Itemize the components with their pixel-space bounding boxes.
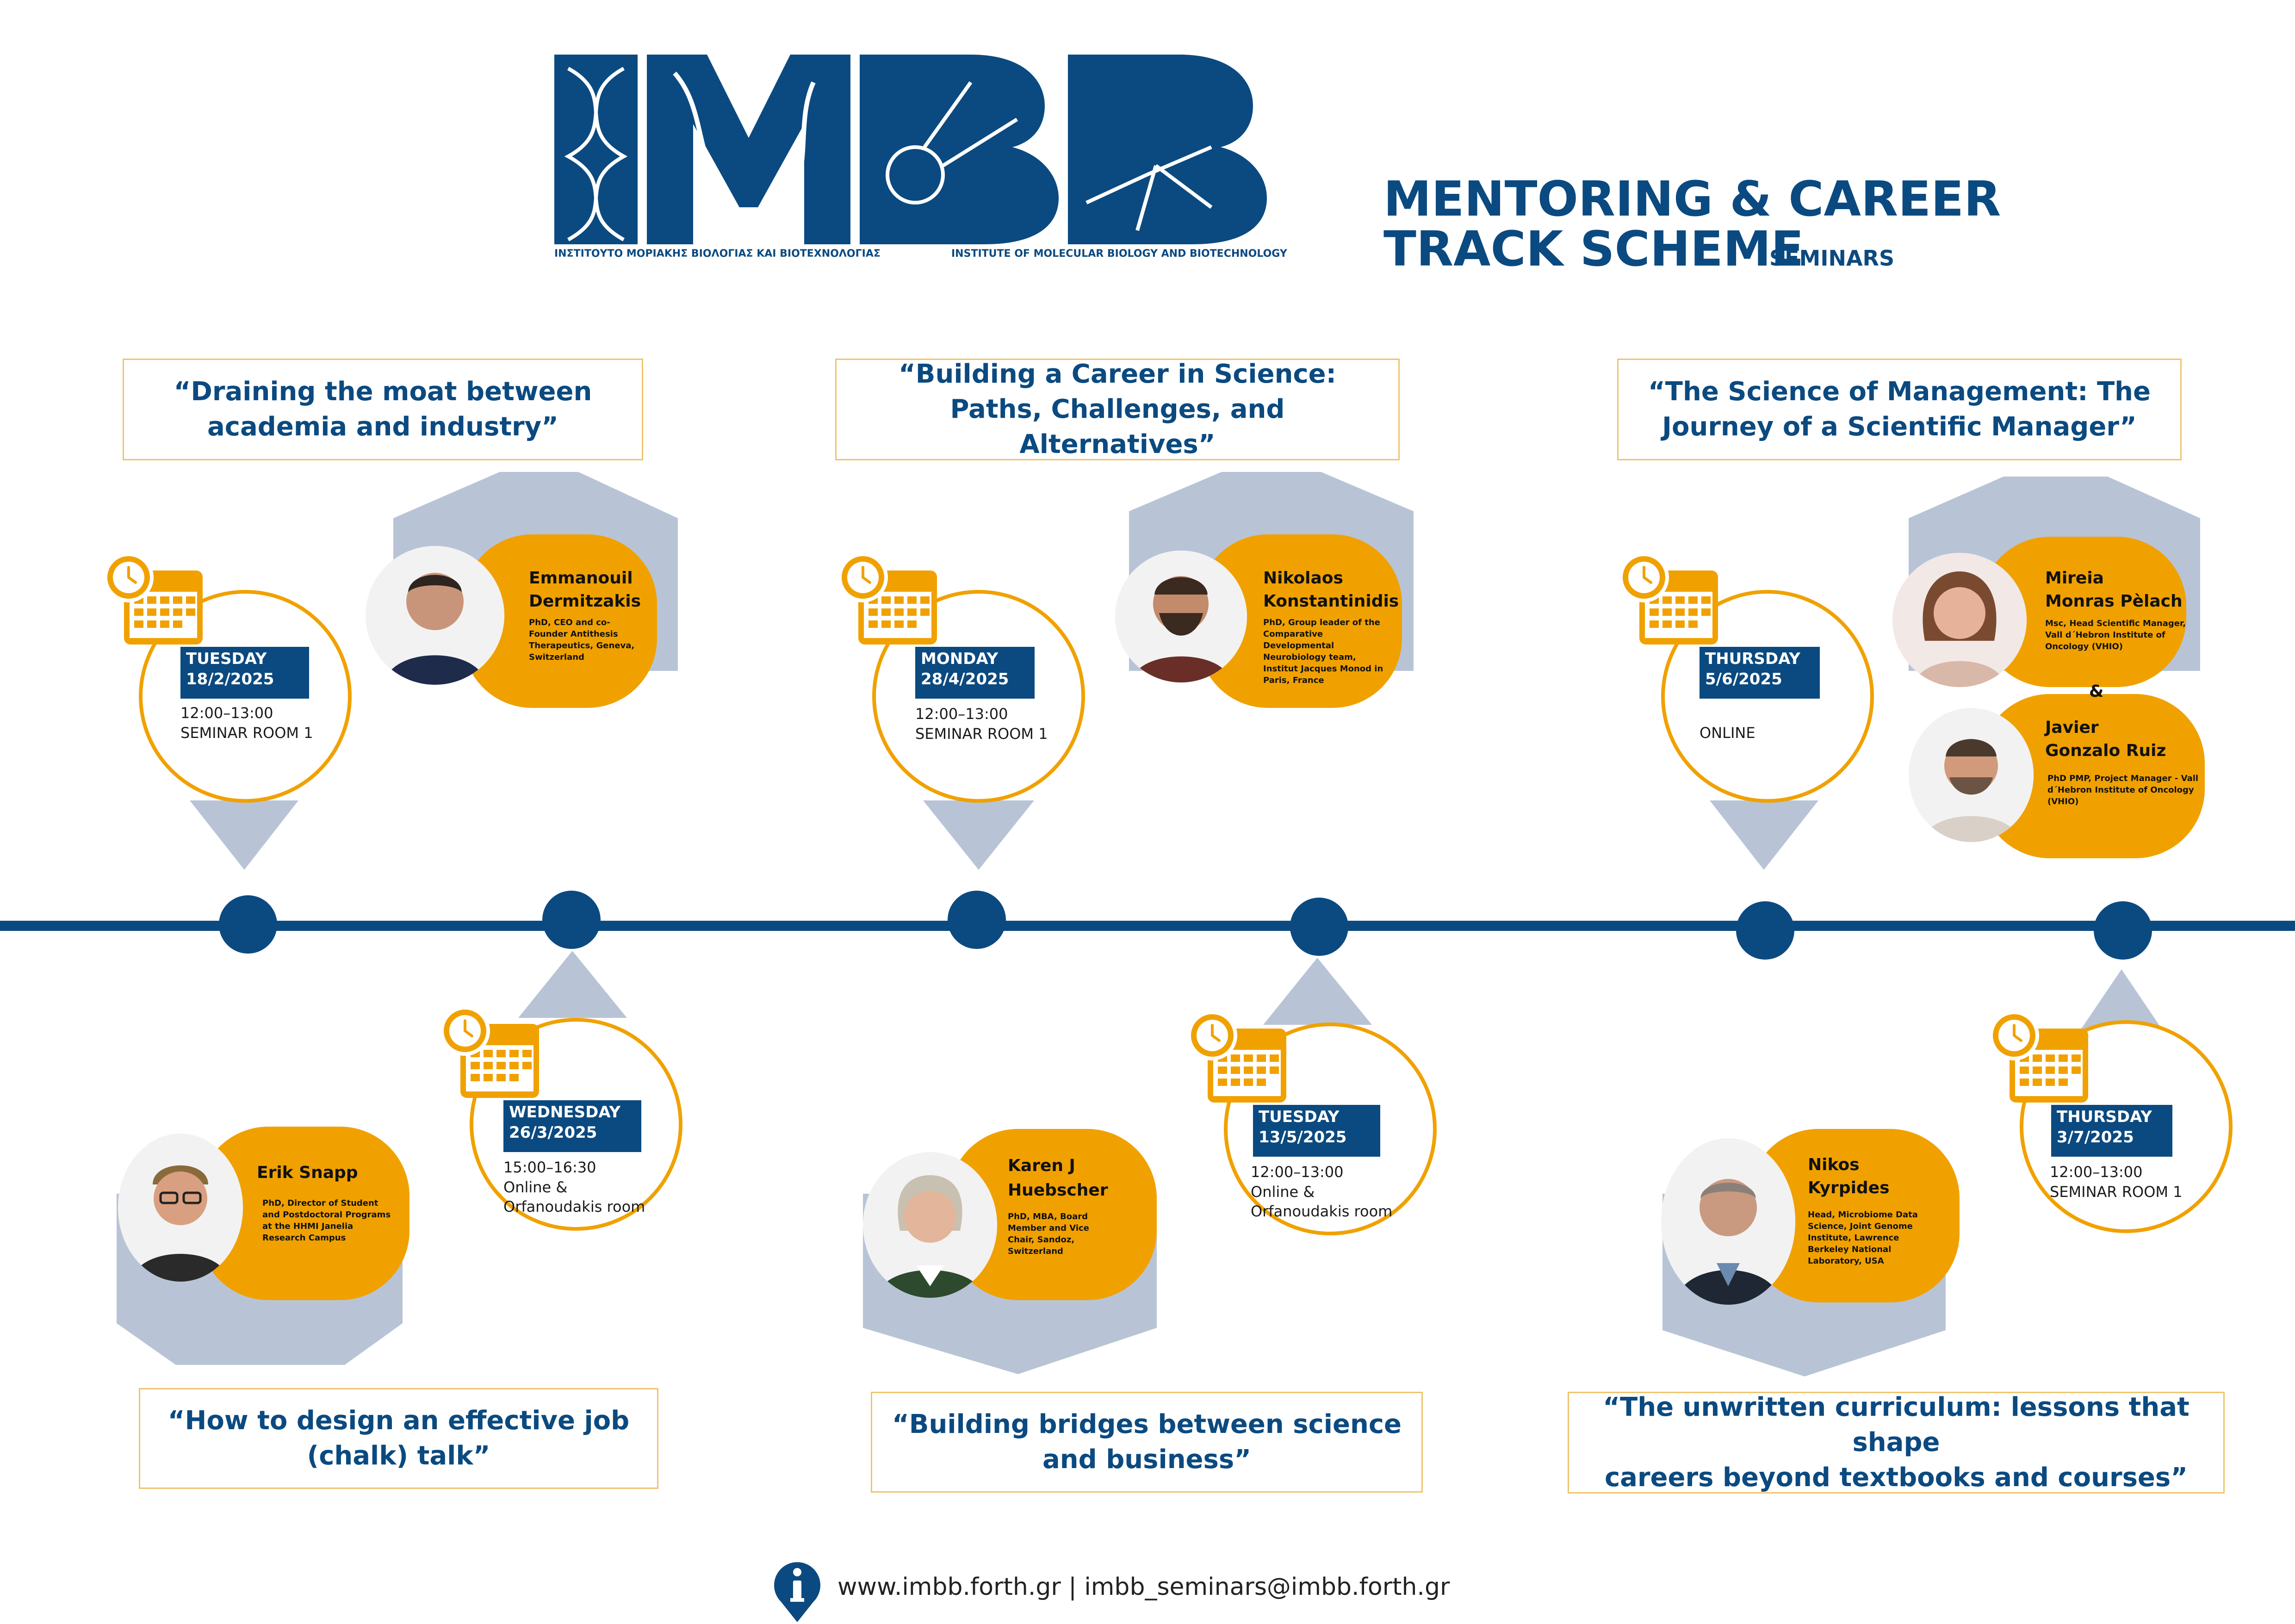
pointer-down-1 <box>190 800 298 870</box>
time-label-3: 12:00–13:00 <box>915 705 1008 723</box>
speaker-name-5b2: Gonzalo Ruiz <box>2045 741 2166 760</box>
date-tag-3 <box>915 647 1035 699</box>
speaker-role-4: PhD, MBA, Board Member and Vice Chair, Sandoz, Switzerland <box>1008 1212 1089 1256</box>
seminar-title-5: “The Science of Management: The Journey of a Scientific Manager” <box>1617 359 2182 460</box>
location-label-5: ONLINE <box>1700 724 1755 742</box>
speaker-role-5a: Msc, Head Scientific Manager, Vall d´Hebron Institute of Oncology (VHIO) <box>2045 619 2186 651</box>
speaker-role-6: Head, Microbiome Data Science, Joint Genome Institute, Lawrence Berkeley National Laboratory, USA <box>1808 1210 1918 1266</box>
speaker-joiner-5: & <box>2089 682 2104 701</box>
time-label-2: 15:00–16:30 <box>503 1159 596 1176</box>
pointer-down-5 <box>1710 800 1818 870</box>
speaker-role-2: PhD, Director of Student and Postdoctoral Programs at the HHMI Janelia Research Campus <box>262 1198 391 1243</box>
date-label-5: 5/6/2025 <box>1705 670 1782 688</box>
location-label-3: SEMINAR ROOM 1 <box>915 725 1048 743</box>
date-tag-1 <box>180 647 309 699</box>
speaker-name-4a: Karen J <box>1008 1156 1075 1175</box>
location-label-1: SEMINAR ROOM 1 <box>180 724 313 742</box>
speaker-photo-5b <box>1909 708 2034 842</box>
speaker-photo-4 <box>863 1152 997 1298</box>
seminar-title-1: “Draining the moat between academia and industry” <box>123 359 643 460</box>
speaker-photo-3 <box>1115 551 1247 682</box>
calendar-icon <box>1616 552 1723 651</box>
header-title-line2: TRACK SCHEME <box>1383 221 1804 277</box>
speaker-name-5b1: Javier <box>2045 718 2099 737</box>
timeline-node-3 <box>948 891 1006 949</box>
timeline-node-5 <box>1736 901 1794 960</box>
header-title-line1: MENTORING & CAREER <box>1383 171 2001 227</box>
day-label-6: THURSDAY <box>2057 1108 2152 1126</box>
speaker-name-5a2: Monras Pèlach <box>2045 592 2183 611</box>
day-label-5: THURSDAY <box>1705 650 1800 668</box>
date-tag-6 <box>2051 1105 2172 1157</box>
timeline-node-4 <box>1290 898 1348 956</box>
speaker-name-2: Erik Snapp <box>257 1163 358 1182</box>
speaker-name-6a: Nikos <box>1808 1155 1860 1174</box>
time-label-1: 12:00–13:00 <box>180 704 273 722</box>
date-tag-4 <box>1253 1105 1380 1157</box>
time-label-6: 12:00–13:00 <box>2050 1163 2143 1181</box>
timeline-node-1 <box>219 895 277 954</box>
speaker-name-3b: Konstantinidis <box>1263 592 1399 611</box>
speaker-name-1a: Emmanouil <box>529 569 633 588</box>
speaker-name-4b: Huebscher <box>1008 1181 1108 1200</box>
info-icon <box>772 1559 823 1624</box>
timeline-node-6 <box>2094 901 2152 960</box>
seminar-title-6: “The unwritten curriculum: lessons that shape careers beyond textbooks and courses” <box>1568 1392 2225 1494</box>
calendar-icon <box>1986 1010 2093 1110</box>
time-label-4: 12:00–13:00 <box>1251 1163 1344 1181</box>
date-label-2: 26/3/2025 <box>509 1123 597 1142</box>
speaker-photo-2 <box>118 1134 243 1282</box>
calendar-icon <box>835 552 942 651</box>
pointer-down-3 <box>923 800 1034 870</box>
date-label-4: 13/5/2025 <box>1259 1128 1347 1147</box>
date-label-3: 28/4/2025 <box>921 670 1009 688</box>
date-label-6: 3/7/2025 <box>2057 1128 2134 1147</box>
speaker-role-5b: PhD PMP, Project Manager - Vall d´Hebron Institute of Oncology (VHIO) <box>2047 774 2199 806</box>
location-label-6: SEMINAR ROOM 1 <box>2050 1183 2183 1201</box>
speaker-role-3: PhD, Group leader of the Comparative Developmental Neurobiology team, Institut Jacques Monod in Paris, France <box>1263 618 1383 685</box>
seminar-title-4: “Building bridges between science and business” <box>871 1392 1423 1493</box>
day-label-2: WEDNESDAY <box>509 1103 621 1122</box>
calendar-icon <box>101 552 207 651</box>
date-label-1: 18/2/2025 <box>186 670 274 688</box>
day-label-1: TUESDAY <box>186 650 267 668</box>
logo-subtitle-english: INSTITUTE OF MOLECULAR BIOLOGY AND BIOTECHNOLOGY <box>951 248 1287 260</box>
seminar-title-3: “Building a Career in Science: Paths, Challenges, and Alternatives” <box>835 359 1400 460</box>
logo-subtitle-greek: ΙΝΣΤΙΤΟΥΤΟ ΜΟΡΙΑΚΗΣ ΒΙΟΛΟΓΙΑΣ ΚΑΙ ΒΙΟΤΕΧΝΟΛΟΓΙΑΣ <box>554 248 881 260</box>
speaker-role-1: PhD, CEO and co-Founder Antithesis Therapeutics, Geneva, Switzerland <box>529 618 635 662</box>
speaker-name-6b: Kyrpides <box>1808 1178 1890 1197</box>
calendar-icon <box>1185 1010 1291 1110</box>
header-title-suffix: SEMINARS <box>1769 246 1895 271</box>
date-tag-5 <box>1700 647 1820 699</box>
speaker-photo-1 <box>366 546 504 685</box>
location-label-2: Online & Orfanoudakis room <box>503 1178 645 1215</box>
seminar-title-2: “How to design an effective job (chalk) talk” <box>139 1388 658 1489</box>
speaker-photo-6 <box>1661 1138 1795 1305</box>
calendar-icon <box>437 1005 544 1105</box>
footer-contact[interactable]: www.imbb.forth.gr | imbb_seminars@imbb.forth.gr <box>837 1573 1450 1601</box>
date-tag-2 <box>503 1100 641 1152</box>
timeline-line <box>0 921 2295 931</box>
speaker-name-1b: Dermitzakis <box>529 592 641 611</box>
speaker-name-3a: Nikolaos <box>1263 569 1343 588</box>
speaker-photo-5a <box>1892 553 2027 687</box>
speaker-name-5a1: Mireia <box>2045 569 2104 588</box>
day-label-3: MONDAY <box>921 650 999 668</box>
location-label-4: Online & Orfanoudakis room <box>1251 1183 1393 1220</box>
timeline-node-2 <box>542 891 601 949</box>
day-label-4: TUESDAY <box>1259 1108 1340 1126</box>
